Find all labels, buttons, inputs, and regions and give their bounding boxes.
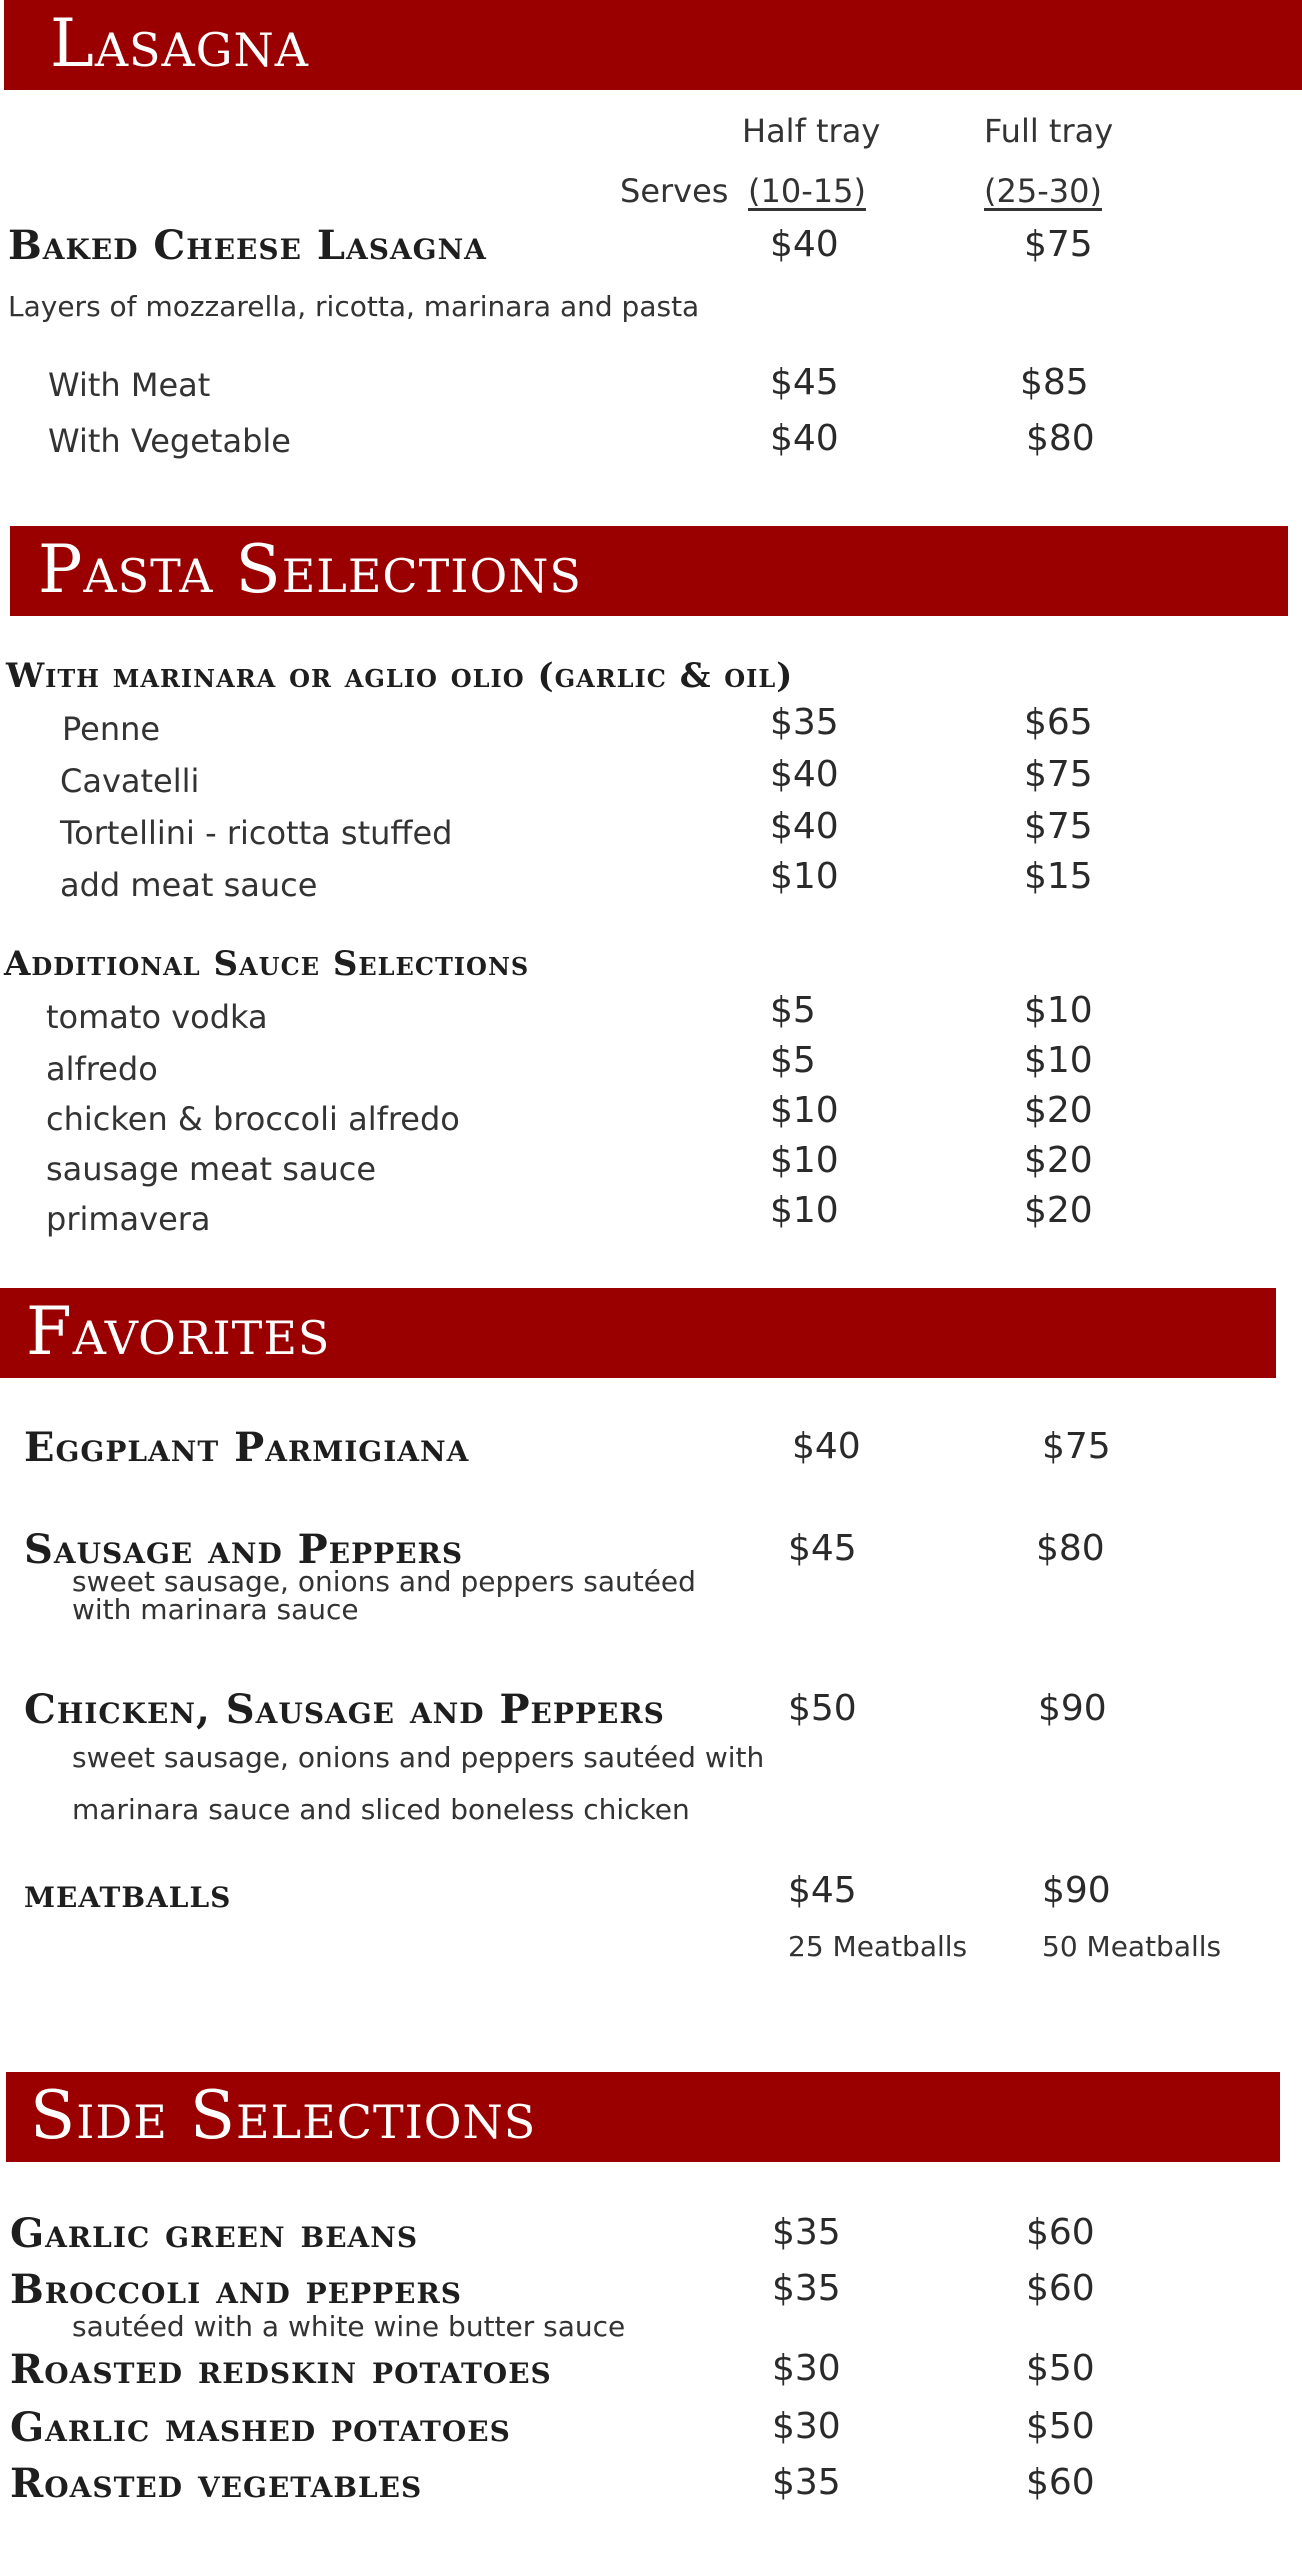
menu-item-name: Broccoli and peppers [10, 2266, 463, 2313]
lasagna-header-band [4, 0, 1302, 90]
menu-item-name: meatballs [24, 1870, 232, 1917]
half-tray-price: $40 [770, 224, 839, 265]
half-tray-price: $5 [770, 990, 816, 1031]
full-tray-serves: (25-30) [984, 172, 1102, 210]
full-tray-price: $75 [1024, 754, 1093, 795]
full-tray-price: $75 [1024, 224, 1093, 265]
full-tray-price: $60 [1026, 2212, 1095, 2253]
menu-item-description: Layers of mozzarella, ricotta, marinara and pasta [8, 290, 700, 323]
sides-header-band [6, 2072, 1280, 2162]
full-tray-price: $75 [1042, 1426, 1111, 1467]
half-tray-price: $40 [770, 754, 839, 795]
pasta-subheading: With marinara or aglio olio (garlic & oil) [6, 656, 794, 696]
full-tray-price: $80 [1036, 1528, 1105, 1569]
menu-item-name: Garlic green beans [10, 2210, 419, 2257]
menu-item-description: sweet sausage, onions and peppers sautéed with marinara sauce and sliced boneless chicken [72, 1741, 765, 1826]
menu-item-name: chicken & broccoli alfredo [46, 1100, 460, 1138]
full-tray-price: $10 [1024, 1040, 1093, 1081]
full-tray-price: $65 [1024, 702, 1093, 743]
menu-item-description: sautéed with a white wine butter sauce [72, 2310, 626, 2343]
pasta-heading: Pasta Selections [38, 531, 582, 608]
full-tray-price: $20 [1024, 1140, 1093, 1181]
full-tray-note: 50 Meatballs [1042, 1930, 1222, 1963]
half-tray-price: $10 [770, 1190, 839, 1231]
full-tray-label: Full tray [984, 112, 1114, 150]
favorites-heading: Favorites [26, 1293, 331, 1370]
pasta-header-band [10, 526, 1288, 616]
half-tray-price: $10 [770, 856, 839, 897]
half-tray-price: $30 [772, 2348, 841, 2389]
full-tray-price: $60 [1026, 2268, 1095, 2309]
half-tray-price: $40 [770, 806, 839, 847]
lasagna-heading: Lasagna [50, 5, 309, 82]
half-tray-price: $10 [770, 1140, 839, 1181]
menu-item-name: add meat sauce [60, 866, 318, 904]
full-tray-price: $80 [1026, 418, 1095, 459]
menu-item-name: Chicken, Sausage and Peppers [24, 1686, 665, 1733]
full-tray-price: $60 [1026, 2462, 1095, 2503]
menu-item-name: sausage meat sauce [46, 1150, 377, 1188]
half-tray-price: $45 [770, 362, 839, 403]
full-tray-price: $90 [1038, 1688, 1107, 1729]
full-tray-price: $75 [1024, 806, 1093, 847]
half-tray-price: $30 [772, 2406, 841, 2447]
half-tray-price: $5 [770, 1040, 816, 1081]
menu-item-name: Baked Cheese Lasagna [8, 222, 487, 269]
half-tray-serves: (10-15) [748, 172, 866, 210]
menu-item-name: Sausage and Peppers [24, 1526, 464, 1573]
full-tray-price: $50 [1026, 2348, 1095, 2389]
full-tray-price: $20 [1024, 1190, 1093, 1231]
half-tray-price: $40 [792, 1426, 861, 1467]
half-tray-label: Half tray [742, 112, 881, 150]
menu-item-name: Roasted vegetables [10, 2460, 423, 2507]
sauce-subheading: Additional Sauce Selections [4, 944, 530, 984]
half-tray-price: $45 [788, 1870, 857, 1911]
sides-heading: Side Selections [30, 2077, 537, 2154]
full-tray-price: $20 [1024, 1090, 1093, 1131]
menu-item-name: Penne [62, 710, 161, 748]
menu-item-name: Roasted redskin potatoes [10, 2346, 552, 2393]
menu-item-name: With Meat [48, 366, 211, 404]
half-tray-price: $35 [772, 2212, 841, 2253]
half-tray-price: $45 [788, 1528, 857, 1569]
menu-item-name: alfredo [46, 1050, 158, 1088]
menu-item-name: tomato vodka [46, 998, 268, 1036]
full-tray-price: $85 [1020, 362, 1089, 403]
half-tray-price: $35 [772, 2462, 841, 2503]
menu-item-name: Eggplant Parmigiana [24, 1424, 470, 1471]
menu-item-description: sweet sausage, onions and peppers sautéed with marinara sauce [72, 1565, 696, 1626]
half-tray-price: $35 [770, 702, 839, 743]
full-tray-price: $50 [1026, 2406, 1095, 2447]
menu-item-name: Tortellini - ricotta stuffed [60, 814, 453, 852]
full-tray-price: $90 [1042, 1870, 1111, 1911]
half-tray-price: $50 [788, 1688, 857, 1729]
half-tray-price: $40 [770, 418, 839, 459]
menu-item-name: With Vegetable [48, 422, 291, 460]
full-tray-price: $15 [1024, 856, 1093, 897]
menu-item-name: Garlic mashed potatoes [10, 2404, 511, 2451]
half-tray-price: $35 [772, 2268, 841, 2309]
menu-item-name: Cavatelli [60, 762, 200, 800]
half-tray-note: 25 Meatballs [788, 1930, 968, 1963]
serves-label: Serves [620, 172, 729, 210]
favorites-header-band [0, 1288, 1276, 1378]
menu-item-name: primavera [46, 1200, 211, 1238]
half-tray-price: $10 [770, 1090, 839, 1131]
full-tray-price: $10 [1024, 990, 1093, 1031]
